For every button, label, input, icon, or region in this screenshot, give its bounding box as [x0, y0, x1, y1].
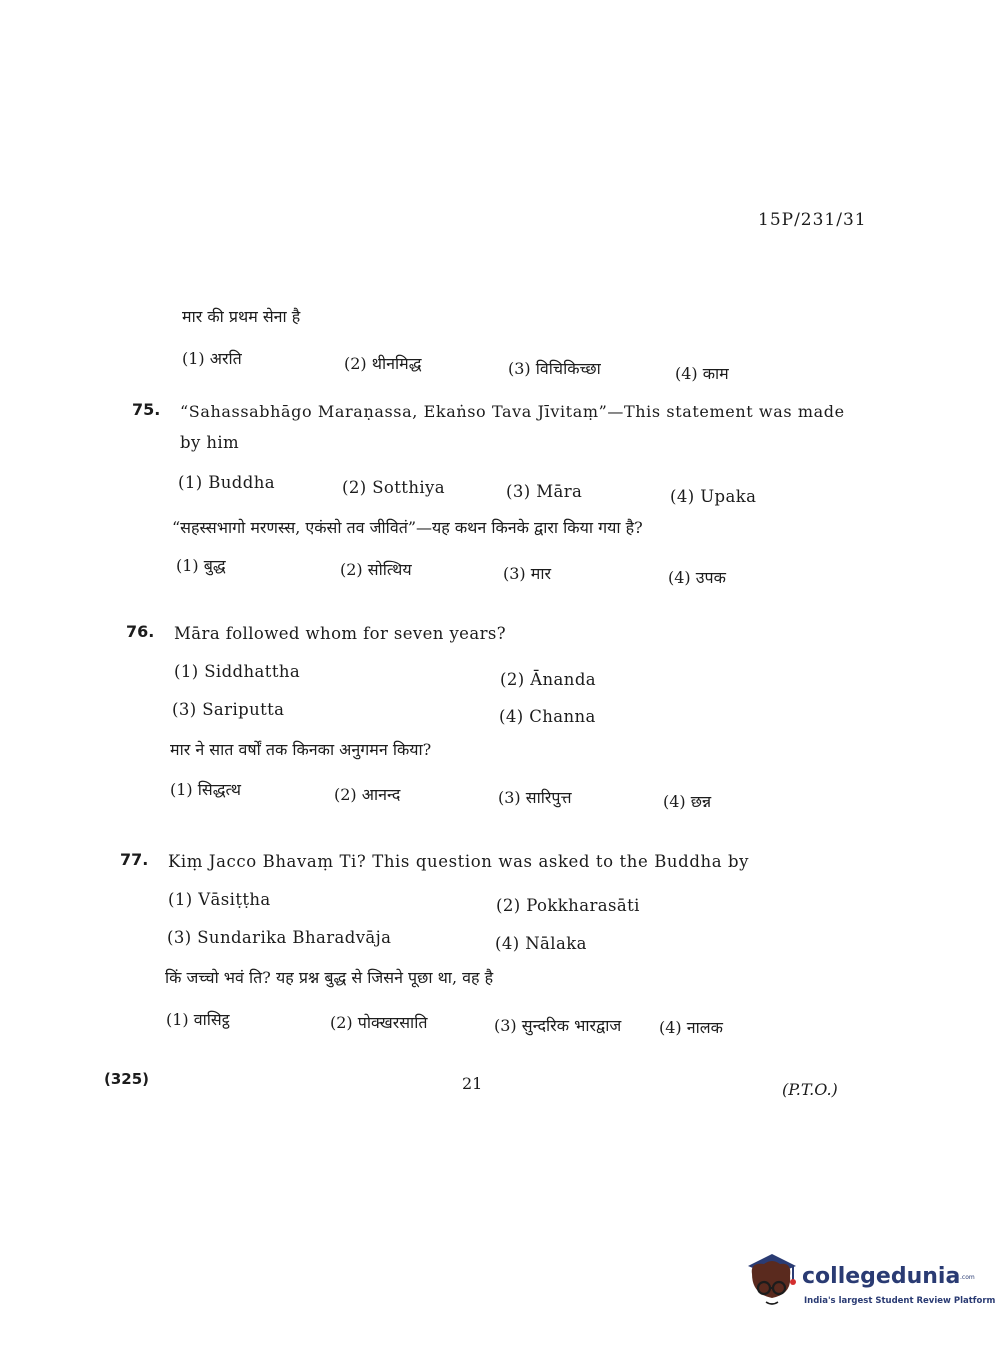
- logo-suffix: .com: [960, 1274, 975, 1281]
- q74-option-2-hi: (2) थीनमिद्ध: [344, 354, 422, 373]
- q76-option-2-hi: (2) आनन्द: [334, 785, 401, 804]
- q74-option-1-hi: (1) अरति: [182, 349, 242, 368]
- pto-label: (P.T.O.): [782, 1080, 838, 1099]
- q75-option-1-hi: (1) बुद्ध: [176, 556, 226, 575]
- q76-number: 76.: [126, 622, 155, 641]
- q74-option-4-hi: (4) काम: [675, 364, 729, 383]
- q75-question-en-line1: “Sahassabhāgo Maraṇassa, Ekaṅso Tava Jīvitaṃ”—This statement was made: [180, 402, 845, 421]
- q77-option-4-hi: (4) नालक: [659, 1018, 723, 1037]
- q76-option-1-en: (1) Siddhattha: [174, 662, 301, 681]
- q75-option-3-en: (3) Māra: [506, 482, 583, 501]
- q77-question-hi: किं जच्चो भवं ति? यह प्रश्न बुद्ध से जिसने पूछा था, वह है: [165, 968, 494, 987]
- q77-option-3-hi: (3) सुन्दरिक भारद्वाज: [494, 1016, 622, 1035]
- q75-option-4-hi: (4) उपक: [668, 568, 726, 587]
- q77-option-1-hi: (1) वासिट्ठ: [166, 1010, 230, 1029]
- q75-option-4-en: (4) Upaka: [670, 487, 757, 506]
- q77-option-1-en: (1) Vāsiṭṭha: [168, 890, 271, 909]
- q75-option-1-en: (1) Buddha: [178, 473, 275, 492]
- q75-question-hi: “सहस्सभागो मरणस्स, एकंसो तव जीवितं”—यह कथन किनके द्वारा किया गया है?: [172, 518, 643, 537]
- q76-option-4-en: (4) Channa: [499, 707, 596, 726]
- q74-option-3-hi: (3) विचिकिच्छा: [508, 359, 601, 378]
- q77-option-3-en: (3) Sundarika Bharadvāja: [167, 928, 392, 947]
- q75-number: 75.: [132, 400, 161, 419]
- q75-question-en-line2: by him: [180, 433, 240, 452]
- q77-option-2-hi: (2) पोक्खरसाति: [330, 1013, 428, 1032]
- q76-option-3-en: (3) Sariputta: [172, 700, 285, 719]
- q77-question-en: Kiṃ Jacco Bhavaṃ Ti? This question was asked to the Buddha by: [168, 852, 750, 871]
- q75-option-2-en: (2) Sotthiya: [342, 478, 445, 497]
- q74-question-hi: मार की प्रथम सेना है: [182, 307, 301, 326]
- q75-option-2-hi: (2) सोत्थिय: [340, 560, 412, 579]
- q76-option-2-en: (2) Ānanda: [500, 670, 597, 689]
- q76-question-hi: मार ने सात वर्षों तक किनका अनुगमन किया?: [170, 740, 432, 759]
- footer-code: (325): [104, 1070, 150, 1088]
- q75-option-3-hi: (3) मार: [503, 564, 552, 583]
- collegedunia-logo: [742, 1248, 996, 1318]
- q77-option-4-en: (4) Nālaka: [495, 934, 587, 953]
- logo-wordmark: collegedunia: [802, 1264, 961, 1289]
- logo-tagline: India's largest Student Review Platform: [804, 1296, 996, 1306]
- q76-option-1-hi: (1) सिद्धत्थ: [170, 780, 241, 799]
- q76-option-3-hi: (3) सारिपुत्त: [498, 788, 572, 807]
- q77-number: 77.: [120, 850, 149, 869]
- student-mascot-icon: [742, 1248, 802, 1314]
- q76-question-en: Māra followed whom for seven years?: [174, 624, 506, 643]
- page-number: 21: [462, 1074, 483, 1093]
- q77-option-2-en: (2) Pokkharasāti: [496, 896, 640, 915]
- q76-option-4-hi: (4) छन्न: [663, 792, 712, 811]
- paper-code: 15P/231/31: [758, 210, 867, 230]
